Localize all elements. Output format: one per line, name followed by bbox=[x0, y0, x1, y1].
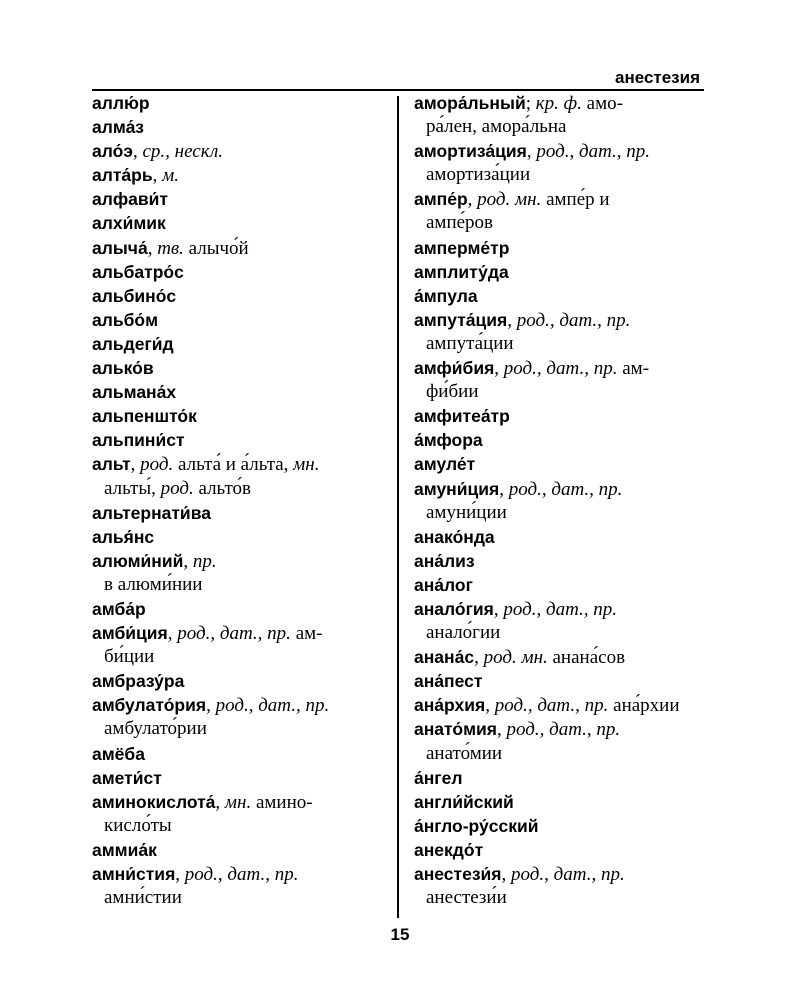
headword: амфитеа́тр bbox=[414, 406, 510, 427]
entry-text: анало́гии bbox=[426, 622, 501, 644]
headword: аминокислота́ bbox=[92, 791, 216, 812]
entry-text: , bbox=[132, 141, 143, 163]
grammar-label: род. мн. bbox=[483, 647, 548, 669]
entry-continuation-line bbox=[414, 380, 704, 404]
headword: ампе́р bbox=[414, 189, 468, 210]
grammar-label: род. bbox=[160, 477, 194, 499]
entry-line bbox=[414, 236, 704, 260]
entry-line bbox=[92, 380, 380, 404]
grammar-label: м. bbox=[162, 165, 179, 187]
entry-text: , bbox=[526, 141, 537, 163]
entry-text: , bbox=[147, 237, 158, 259]
dictionary-entry bbox=[414, 645, 704, 669]
headword: альбино́с bbox=[92, 285, 177, 306]
entry-line bbox=[414, 838, 704, 862]
entry-text: ам- bbox=[617, 358, 650, 380]
dictionary-entry bbox=[414, 669, 704, 693]
entry-text: , bbox=[485, 695, 495, 717]
grammar-label: род., дат., пр. bbox=[508, 478, 623, 500]
headword: а́мфора bbox=[414, 430, 483, 451]
entry-line bbox=[414, 356, 704, 380]
entry-text: , bbox=[507, 309, 517, 331]
entry-text: ; bbox=[525, 93, 536, 114]
grammar-label: род. bbox=[140, 454, 174, 476]
entry-text: , bbox=[206, 695, 216, 717]
headword: алья́нс bbox=[92, 526, 155, 547]
dictionary-entry bbox=[414, 236, 704, 260]
entry-continuation-line bbox=[414, 332, 704, 356]
headword: альт bbox=[92, 454, 131, 475]
entry-line bbox=[414, 549, 704, 573]
entry-line bbox=[92, 621, 380, 645]
entry-text: , bbox=[474, 647, 484, 669]
dictionary-entry bbox=[414, 260, 704, 284]
dictionary-entry bbox=[414, 428, 704, 452]
entry-text: амуни́ции bbox=[426, 501, 507, 523]
entry-line bbox=[414, 766, 704, 790]
entry-line bbox=[414, 717, 704, 741]
dictionary-entry bbox=[414, 308, 704, 356]
entry-line bbox=[92, 766, 380, 790]
dictionary-entry bbox=[92, 91, 380, 115]
running-head: анестезия bbox=[614, 68, 700, 87]
entry-text: би́ции bbox=[104, 646, 155, 668]
entry-continuation-line bbox=[414, 163, 704, 187]
dictionary-entry bbox=[414, 838, 704, 862]
dictionary-entry bbox=[92, 501, 380, 525]
grammar-label: мн. bbox=[293, 454, 320, 476]
entry-text: ам- bbox=[290, 623, 323, 645]
headword: альмана́х bbox=[92, 382, 177, 403]
dictionary-entry bbox=[92, 308, 380, 332]
entry-line bbox=[414, 91, 704, 115]
grammar-label: род., дат., пр. bbox=[503, 598, 618, 620]
dictionary-entry bbox=[92, 621, 380, 669]
headword: амбулато́рия bbox=[92, 695, 207, 716]
dictionary-entry bbox=[92, 139, 380, 163]
entry-text: , bbox=[183, 550, 193, 572]
headword: аллю́р bbox=[92, 93, 150, 113]
entry-line bbox=[92, 91, 380, 115]
headword: альбатро́с bbox=[92, 261, 184, 282]
headword: амортиза́ция bbox=[414, 141, 527, 162]
entry-continuation-line bbox=[414, 115, 704, 139]
entry-continuation-line bbox=[414, 211, 704, 235]
headword: альтернати́ва bbox=[92, 502, 211, 523]
headword: альдеги́д bbox=[92, 333, 174, 354]
entry-text: ра́лен, амора́льна bbox=[426, 116, 567, 138]
headword: амбразу́ра bbox=[92, 671, 185, 692]
headword: ало́э bbox=[92, 141, 133, 162]
entry-line bbox=[414, 814, 704, 838]
dictionary-entry bbox=[92, 404, 380, 428]
entry-line bbox=[414, 669, 704, 693]
dictionary-entry bbox=[92, 187, 380, 211]
entry-text: амортиза́ции bbox=[426, 164, 531, 186]
grammar-label: род., дат., пр. bbox=[215, 695, 330, 717]
entry-text: , bbox=[152, 165, 163, 187]
dictionary-entry bbox=[414, 404, 704, 428]
entry-line bbox=[92, 187, 380, 211]
headword: амора́льный bbox=[414, 93, 526, 113]
entry-text: альты́, bbox=[104, 477, 161, 499]
dictionary-entry bbox=[92, 284, 380, 308]
headword: ана́лиз bbox=[414, 550, 475, 571]
dictionary-entry bbox=[92, 211, 380, 235]
grammar-label: род., дат., пр. bbox=[511, 864, 625, 885]
grammar-label: род., дат., пр. bbox=[177, 623, 291, 645]
grammar-label: род., дат., пр. bbox=[494, 695, 609, 717]
headword: алько́в bbox=[92, 358, 154, 379]
headword: амуле́т bbox=[414, 454, 476, 475]
grammar-label: мн. bbox=[224, 791, 252, 813]
headword: алюми́ний bbox=[92, 550, 184, 571]
entry-continuation-line bbox=[414, 742, 704, 766]
entry-text: анато́мии bbox=[426, 742, 503, 764]
entry-text: ампе́ров bbox=[426, 212, 494, 234]
entry-line bbox=[414, 452, 704, 476]
page-number: 15 bbox=[390, 925, 410, 944]
entry-line bbox=[92, 790, 380, 814]
dictionary-entry bbox=[414, 549, 704, 573]
entry-line bbox=[92, 428, 380, 452]
entry-line bbox=[92, 501, 380, 525]
entry-line bbox=[92, 139, 380, 163]
headword: алхи́мик bbox=[92, 213, 166, 234]
headword: а́мпула bbox=[414, 285, 478, 306]
entry-text: альта́ и а́льта, bbox=[173, 454, 294, 476]
entry-continuation-line bbox=[92, 717, 380, 741]
dictionary-entry bbox=[92, 549, 380, 597]
entry-line bbox=[92, 404, 380, 428]
entry-text: анестези́и bbox=[426, 887, 507, 909]
entry-line bbox=[92, 597, 380, 621]
entry-line bbox=[414, 790, 704, 814]
entry-text: анана́сов bbox=[547, 647, 626, 669]
grammar-label: тв. bbox=[157, 237, 184, 259]
entry-text: кисло́ты bbox=[104, 814, 172, 836]
dictionary-entry bbox=[92, 115, 380, 139]
entry-line bbox=[414, 187, 704, 211]
entry-text: амни́стии bbox=[104, 887, 182, 909]
headword: амба́р bbox=[92, 598, 146, 619]
headword: анако́нда bbox=[414, 526, 495, 547]
entry-continuation-line bbox=[92, 886, 380, 910]
headword: ана́лог bbox=[414, 574, 473, 595]
dictionary-entry bbox=[92, 452, 380, 500]
dictionary-entry bbox=[414, 573, 704, 597]
dictionary-entry bbox=[92, 693, 380, 741]
entry-line bbox=[92, 742, 380, 766]
grammar-label: кр. ф. bbox=[535, 93, 582, 114]
dictionary-entry bbox=[414, 284, 704, 308]
entry-text: , bbox=[167, 623, 178, 645]
headword: амни́стия bbox=[92, 864, 176, 884]
dictionary-entry bbox=[414, 525, 704, 549]
headword: анекдо́т bbox=[414, 839, 484, 860]
headword: амёба bbox=[92, 743, 145, 764]
entry-line bbox=[414, 428, 704, 452]
entry-line bbox=[92, 211, 380, 235]
headword: алфави́т bbox=[92, 189, 168, 210]
headword: анана́с bbox=[414, 647, 475, 668]
entry-line bbox=[92, 308, 380, 332]
entry-text: ампута́ции bbox=[426, 332, 514, 354]
dictionary-entry bbox=[92, 669, 380, 693]
dictionary-entry bbox=[92, 862, 380, 910]
dictionary-entry bbox=[414, 766, 704, 790]
dictionary-entry bbox=[92, 356, 380, 380]
headword: а́нгло-ру́сский bbox=[414, 815, 539, 836]
entry-line bbox=[92, 332, 380, 356]
entry-continuation-line bbox=[414, 886, 704, 910]
entry-line bbox=[92, 838, 380, 862]
entry-line bbox=[414, 573, 704, 597]
dictionary-entry bbox=[414, 693, 704, 717]
entry-text: , bbox=[467, 189, 478, 211]
dictionary-entry bbox=[414, 862, 704, 910]
entry-line bbox=[92, 356, 380, 380]
entry-line bbox=[414, 525, 704, 549]
dictionary-entry bbox=[92, 597, 380, 621]
headword: амфи́бия bbox=[414, 358, 495, 379]
dictionary-entry bbox=[92, 380, 380, 404]
dictionary-entry bbox=[414, 139, 704, 187]
grammar-label: род., дат., пр. bbox=[516, 309, 631, 331]
entry-line bbox=[92, 236, 380, 260]
entry-text: фи́бии bbox=[426, 381, 479, 403]
entry-line bbox=[414, 645, 704, 669]
entry-line bbox=[414, 284, 704, 308]
headword: ампута́ция bbox=[414, 309, 508, 330]
entry-line bbox=[414, 260, 704, 284]
entry-text: , bbox=[494, 358, 504, 380]
grammar-label: род., дат., пр. bbox=[503, 358, 618, 380]
headword: а́нгел bbox=[414, 767, 463, 788]
headword: анало́гия bbox=[414, 598, 494, 619]
entry-continuation-line bbox=[414, 501, 704, 525]
headword: анато́мия bbox=[414, 719, 497, 740]
entry-text: , bbox=[130, 454, 141, 476]
headword: амби́ция bbox=[92, 623, 168, 644]
entry-text: , bbox=[501, 864, 512, 885]
entry-line bbox=[92, 452, 380, 476]
entry-line bbox=[92, 525, 380, 549]
headword: алыча́ bbox=[92, 237, 148, 258]
entry-line bbox=[92, 669, 380, 693]
dictionary-entry bbox=[414, 452, 704, 476]
dictionary-entry bbox=[92, 236, 380, 260]
entry-text: ампе́р и bbox=[541, 189, 610, 211]
headword: альбо́м bbox=[92, 309, 159, 330]
headword: амперме́тр bbox=[414, 237, 510, 258]
left-column bbox=[92, 91, 380, 910]
entry-line bbox=[92, 862, 380, 886]
entry-continuation-line bbox=[92, 573, 380, 597]
entry-continuation-line bbox=[92, 477, 380, 501]
dictionary-entry bbox=[92, 428, 380, 452]
dictionary-entry bbox=[414, 597, 704, 645]
entry-text: ана́рхии bbox=[608, 695, 680, 717]
entry-line bbox=[414, 308, 704, 332]
entry-text: амино- bbox=[251, 791, 313, 813]
entry-line bbox=[92, 260, 380, 284]
headword: амплиту́да bbox=[414, 261, 509, 282]
headword: ана́рхия bbox=[414, 695, 486, 716]
headword: англи́йский bbox=[414, 791, 514, 812]
grammar-label: ср., нескл. bbox=[142, 141, 224, 163]
grammar-label: род. мн. bbox=[477, 189, 542, 211]
entry-continuation-line bbox=[414, 621, 704, 645]
dictionary-entry bbox=[92, 525, 380, 549]
entry-text: , bbox=[175, 864, 185, 885]
grammar-label: род., дат., пр. bbox=[506, 719, 621, 741]
grammar-label: род., дат., пр. bbox=[184, 864, 299, 885]
headword: анестези́я bbox=[414, 864, 502, 884]
grammar-label: пр. bbox=[192, 550, 217, 572]
entry-text: в алюми́нии bbox=[104, 573, 203, 595]
entry-line bbox=[414, 693, 704, 717]
entry-text: амбулато́рии bbox=[104, 718, 207, 740]
dictionary-entry bbox=[414, 814, 704, 838]
dictionary-entry bbox=[92, 163, 380, 187]
entry-text: , bbox=[496, 719, 507, 741]
entry-text: альто́в bbox=[193, 477, 252, 499]
entry-text: амо- bbox=[581, 93, 623, 114]
entry-line bbox=[414, 139, 704, 163]
dictionary-entry bbox=[414, 790, 704, 814]
headword: амети́ст bbox=[92, 767, 162, 788]
grammar-label: род., дат., пр. bbox=[536, 141, 651, 163]
entry-line bbox=[414, 404, 704, 428]
dictionary-entry bbox=[92, 260, 380, 284]
entry-text: , bbox=[493, 598, 504, 620]
dictionary-entry bbox=[92, 790, 380, 838]
right-column bbox=[414, 91, 704, 910]
entry-line bbox=[92, 115, 380, 139]
entry-text: алычо́й bbox=[183, 237, 249, 259]
entry-line bbox=[92, 549, 380, 573]
dictionary-entry bbox=[92, 332, 380, 356]
dictionary-entry bbox=[414, 477, 704, 525]
headword: ана́пест bbox=[414, 671, 483, 692]
entry-text: , bbox=[215, 791, 225, 813]
dictionary-entry bbox=[414, 187, 704, 235]
headword: аммиа́к bbox=[92, 839, 157, 860]
entry-text: , bbox=[499, 478, 509, 500]
dictionary-entry bbox=[414, 91, 704, 139]
entry-continuation-line bbox=[92, 814, 380, 838]
entry-line bbox=[92, 693, 380, 717]
headword: алма́з bbox=[92, 117, 144, 138]
headword: амуни́ция bbox=[414, 478, 500, 499]
dictionary-entry bbox=[414, 356, 704, 404]
headword: альпини́ст bbox=[92, 430, 185, 451]
entry-line bbox=[414, 597, 704, 621]
entry-continuation-line bbox=[92, 645, 380, 669]
headword: алта́рь bbox=[92, 165, 153, 186]
entry-line bbox=[92, 284, 380, 308]
headword: альпеншто́к bbox=[92, 406, 197, 427]
dictionary-entry bbox=[414, 717, 704, 765]
dictionary-entry bbox=[92, 766, 380, 790]
entry-line bbox=[414, 862, 704, 886]
entry-line bbox=[92, 163, 380, 187]
column-divider bbox=[397, 96, 399, 918]
dictionary-entry bbox=[92, 742, 380, 766]
entry-line bbox=[414, 477, 704, 501]
dictionary-entry bbox=[92, 838, 380, 862]
